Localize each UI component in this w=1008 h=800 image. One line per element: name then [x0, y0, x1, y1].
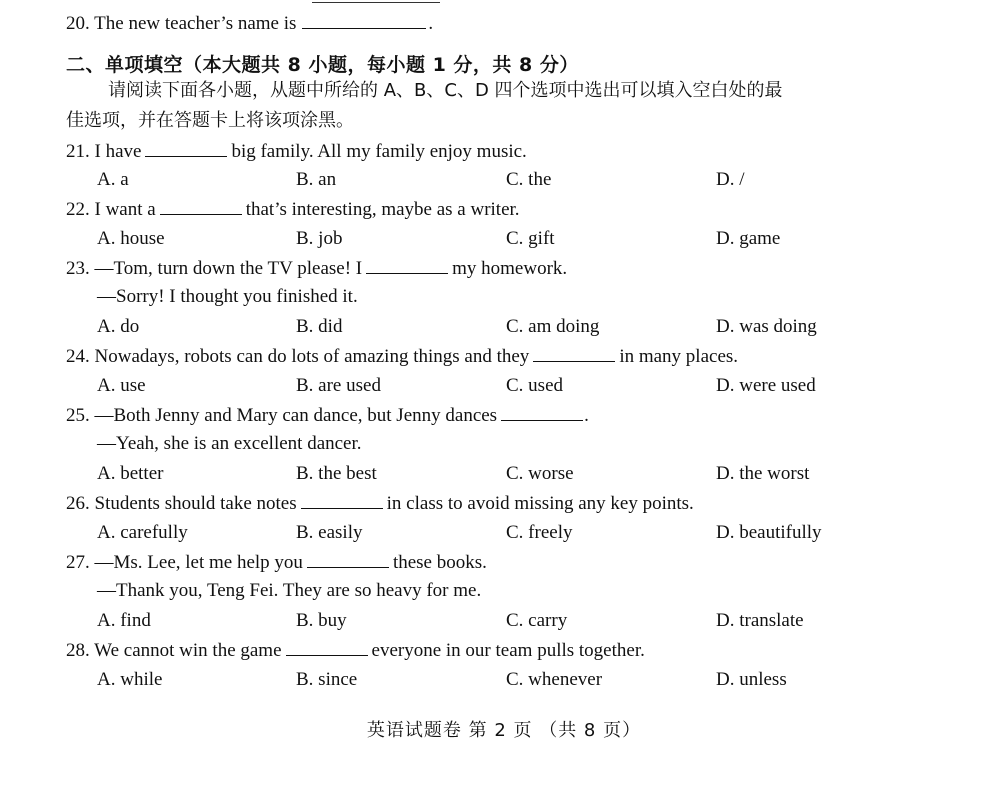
question-23	[66, 257, 567, 280]
question-text: Nowadays, robots can do lots of amazing things and they	[94, 346, 530, 367]
option-b: B. an	[296, 169, 337, 190]
question-20	[66, 12, 433, 35]
option-d: D. beautifully	[716, 522, 822, 543]
option-b: B. buy	[296, 610, 347, 631]
option-d: D. unless	[716, 669, 787, 690]
option-c: C. carry	[506, 610, 568, 631]
answer-blank	[501, 404, 583, 421]
question-number: 22.	[66, 199, 90, 220]
option-a: A. do	[97, 316, 140, 337]
option-a: A. use	[97, 375, 146, 396]
question-25	[66, 404, 589, 427]
question-text: I have	[94, 141, 142, 162]
section-instruction-line1: 请阅读下面各小题，从题中所给的 A、B、C、D 四个选项中选出可以填入空白处的最	[108, 80, 783, 101]
question-text-end: big family. All my family enjoy music.	[231, 141, 527, 162]
answer-blank	[302, 12, 426, 29]
option-b: B. job	[296, 228, 343, 249]
question-number: 24.	[66, 346, 90, 367]
option-d: D. /	[716, 169, 745, 190]
question-text: —Ms. Lee, let me help you	[94, 552, 303, 573]
option-c: C. am doing	[506, 316, 600, 337]
option-a: A. a	[97, 169, 129, 190]
question-text-end: everyone in our team pulls together.	[371, 640, 645, 661]
option-c: C. freely	[506, 522, 573, 543]
answer-blank	[307, 551, 389, 568]
question-21	[66, 140, 527, 163]
question-26	[66, 492, 694, 515]
question-number: 27.	[66, 552, 90, 573]
answer-blank	[286, 639, 368, 656]
option-a: A. find	[97, 610, 151, 631]
question-number: 25.	[66, 405, 90, 426]
option-b: B. did	[296, 316, 343, 337]
option-c: C. whenever	[506, 669, 603, 690]
answer-blank	[160, 198, 242, 215]
option-d: D. were used	[716, 375, 816, 396]
answer-blank	[366, 257, 448, 274]
option-d: D. the worst	[716, 463, 810, 484]
option-a: A. better	[97, 463, 164, 484]
question-25-reply: —Yeah, she is an excellent dancer.	[97, 433, 362, 454]
question-23-reply: —Sorry! I thought you finished it.	[97, 286, 358, 307]
page-footer: 英语试题卷 第 2 页 （共 8 页）	[366, 720, 642, 741]
question-text: The new teacher’s name is	[94, 13, 297, 34]
answer-blank	[533, 345, 615, 362]
question-22	[66, 198, 520, 221]
question-text: —Both Jenny and Mary can dance, but Jenny dances	[94, 405, 498, 426]
option-c: C. worse	[506, 463, 574, 484]
option-b: B. easily	[296, 522, 363, 543]
option-d: D. translate	[716, 610, 804, 631]
question-text-end: .	[584, 405, 589, 426]
option-a: A. house	[97, 228, 165, 249]
question-28	[66, 639, 645, 662]
question-number: 20.	[66, 13, 90, 34]
answer-blank	[145, 140, 227, 157]
option-b: B. the best	[296, 463, 377, 484]
option-d: D. was doing	[716, 316, 817, 337]
question-27	[66, 551, 487, 574]
question-27-reply: —Thank you, Teng Fei. They are so heavy for me.	[97, 580, 482, 601]
option-b: B. are used	[296, 375, 381, 396]
question-text-end: in many places.	[619, 346, 739, 367]
question-number: 21.	[66, 141, 90, 162]
question-text: We cannot win the game	[94, 640, 282, 661]
option-a: A. carefully	[97, 522, 188, 543]
question-text: I want a	[94, 199, 156, 220]
question-24	[66, 345, 738, 368]
question-number: 26.	[66, 493, 90, 514]
option-c: C. used	[506, 375, 563, 396]
question-number: 28.	[66, 640, 90, 661]
question-text: —Tom, turn down the TV please! I	[94, 258, 363, 279]
question-text-end: .	[428, 13, 434, 34]
answer-blank	[301, 492, 383, 509]
option-c: C. the	[506, 169, 552, 190]
option-a: A. while	[97, 669, 163, 690]
question-text-end: these books.	[392, 552, 487, 573]
question-text-end: in class to avoid missing any key points.	[386, 493, 694, 514]
question-text-end: my homework.	[452, 258, 568, 279]
question-text-end: that’s interesting, maybe as a writer.	[245, 199, 520, 220]
section-instruction-line2: 佳选项，并在答题卡上将该项涂黑。	[66, 110, 354, 131]
top-answer-line-left	[312, 2, 440, 3]
option-c: C. gift	[506, 228, 555, 249]
question-number: 23.	[66, 258, 90, 279]
option-d: D. game	[716, 228, 781, 249]
option-b: B. since	[296, 669, 358, 690]
section-title: 二、单项填空（本大题共 8 小题，每小题 1 分，共 8 分）	[66, 54, 579, 76]
question-text: Students should take notes	[94, 493, 297, 514]
